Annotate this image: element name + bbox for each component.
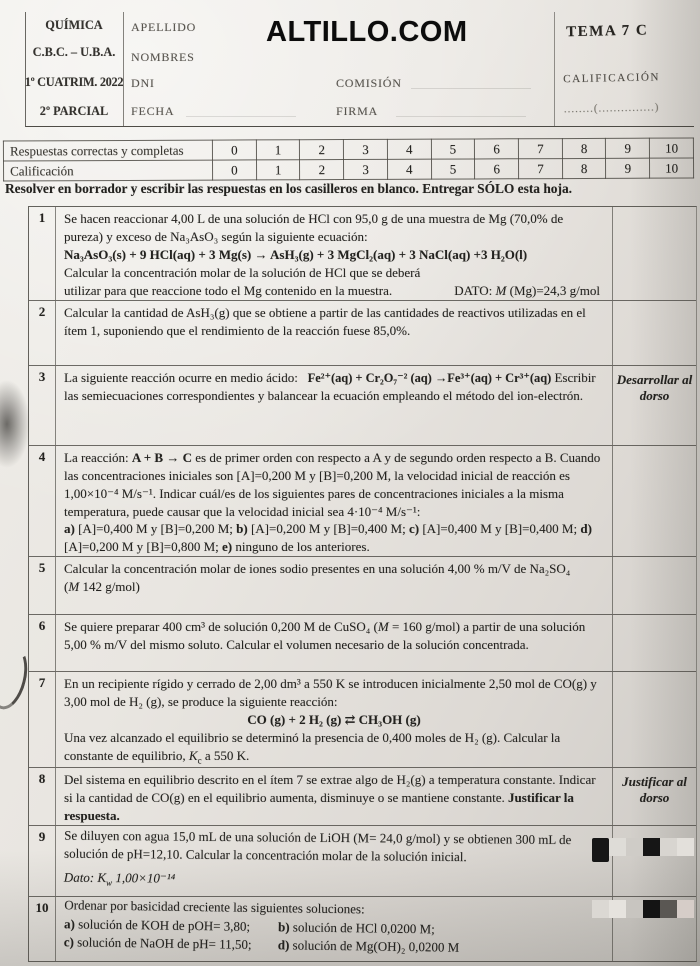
- margin-note: [612, 615, 696, 671]
- score-cell: 7: [518, 139, 562, 159]
- question-text: En un recipiente rígido y cerrado de 2,00 dm³ a 550 K se introducen inicialmente 2,50 mol de CO(g) y 3,00 mol de H₂ (g), se produce la siguiente reacción:: [64, 676, 597, 710]
- exam-header: [25, 12, 694, 127]
- mosaic-cell: [626, 838, 643, 856]
- score-cell: 6: [475, 139, 519, 159]
- mosaic-cell: [592, 900, 609, 918]
- margin-note: [612, 557, 696, 614]
- write-line: [411, 88, 531, 89]
- question-text: Se hacen reaccionar 4,00 L de una solución de HCl con 95,0 g de una muestra de Mg (70,0% de pureza) y exceso de Na₃AsO₃ según la siguiente ecuación:: [64, 211, 564, 244]
- altillo-watermark: ALTILLO.COM: [266, 16, 468, 48]
- calificacion-label: CALIFICACIÓN: [563, 71, 661, 86]
- emphasis-text: Justificar la respuesta.: [64, 790, 574, 823]
- mosaic-cell: [626, 900, 643, 918]
- question-body: [56, 301, 612, 365]
- question-text: Se diluyen con agua 15,0 mL de una solución de LiOH (M= 24,0 g/mol) y se obtienen 300 mL de solución de pH=12,10. Calcular la concentración molar de la solución inicial.: [63, 827, 572, 864]
- question-body: [56, 366, 612, 445]
- score-row-label: Calificación: [4, 160, 213, 181]
- mosaic-cell: [643, 838, 660, 856]
- question-text: Calcular la concentración molar de la solución de HCl que se deberá utilizar para que reaccione todo el Mg contenido en la muestra.: [64, 264, 421, 298]
- calificacion-write-line: ........(...............): [563, 101, 660, 116]
- score-cell: 9: [606, 158, 650, 178]
- question-body: [56, 557, 612, 614]
- molar-mass-note: (M 142 g/mol): [64, 579, 140, 595]
- question-body: [56, 446, 612, 557]
- question-body: [56, 823, 613, 898]
- score-cell: 2: [300, 140, 344, 160]
- field-label-fecha: FECHA: [131, 104, 175, 118]
- margin-note: [612, 301, 696, 365]
- field-label-comision: COMISIÓN: [336, 76, 402, 90]
- question-number: 2: [29, 301, 56, 365]
- question-text: La reacción:: [64, 449, 132, 465]
- score-cell: 10: [650, 158, 694, 178]
- question-row-8: [29, 767, 696, 825]
- course-term: 1º CUATRIM. 2022: [24, 75, 124, 89]
- question-text: Se quiere preparar 400 cm³ de solución 0,200 M de CuSO₄ (: [64, 619, 378, 635]
- score-cell: 1: [256, 140, 300, 160]
- score-cell: 6: [475, 159, 519, 179]
- question-text: Una vez alcanzado el equilibrio se determinó la presencia de 0,400 moles de H₂ (g). Calcular la constante de equilibrio,: [64, 730, 561, 764]
- option-a: a) solución de KOH de pOH= 3,80;: [63, 916, 251, 934]
- question-body: [56, 768, 612, 825]
- question-text: Calcular la concentración molar de iones sodio presentes en una solución 4,00 % m/V de Na₂SO₄: [64, 561, 571, 577]
- tema-box: [553, 11, 695, 128]
- tema-label: TEMA 7 C: [566, 22, 649, 41]
- question-number: 1: [29, 207, 56, 300]
- question-text: Ordenar por basicidad creciente las siguientes soluciones:: [64, 897, 365, 917]
- margin-note: [612, 207, 696, 300]
- question-number: 9: [29, 826, 56, 896]
- mosaic-row: [592, 900, 698, 918]
- score-row-calificacion: [4, 158, 694, 181]
- field-label-nombres: NOMBRES: [131, 50, 195, 64]
- options-grid: [64, 915, 604, 958]
- question-number: 10: [29, 897, 56, 961]
- score-cell: 5: [431, 139, 475, 159]
- score-cell: 3: [344, 159, 388, 179]
- course-subject: QUÍMICA: [45, 18, 103, 32]
- question-row-5: [29, 556, 696, 614]
- question-text: Calcular la cantidad de AsH₃(g) que se obtiene a partir de las cantidades de reactivos utilizadas en el ítem 1, suponiendo que el rendimiento de la reacción fuese 85,0%.: [64, 304, 586, 338]
- mosaic-cell: [660, 900, 677, 918]
- options-line: a) [A]=0,400 M y [B]=0,200 M; b) [A]=0,200 M y [B]=0,400 M; c) [A]=0,400 M y [B]=0,400 M; d) [A]=0,200 M y [B]=0,800 M; e) ninguno de los anteriores.: [64, 521, 592, 555]
- chemical-equation: CO (g) + 2 H₂ (g) ⇄ CH₃OH (g): [247, 712, 421, 728]
- score-cell: 7: [519, 159, 563, 179]
- mosaic-cell: [609, 838, 626, 856]
- score-cell: 2: [300, 160, 344, 180]
- margin-note: Desarrollar al dorso: [612, 366, 696, 445]
- option-b: b) solución de HCl 0,0200 M;: [277, 919, 435, 937]
- question-row-7: [29, 671, 696, 767]
- question-number: 6: [29, 615, 56, 671]
- course-exam: 2º PARCIAL: [39, 104, 109, 118]
- field-label-dni: DNI: [131, 76, 155, 90]
- mosaic-cell: [677, 900, 694, 918]
- score-cell: 4: [387, 139, 431, 159]
- write-line: [396, 116, 526, 117]
- reaction-formula: A + B → C: [131, 449, 192, 465]
- margin-note: [612, 672, 696, 767]
- score-cell: 5: [431, 159, 475, 179]
- score-cell: 0: [213, 160, 257, 180]
- question-text: es de primer orden con respecto a A y de segundo orden respecto a B. Cuando las concentraciones iniciales son [A]=0,200 M y [B]=0,200 M, la velocidad inicial de reacción es 1,00×10⁻⁴ M/s⁻¹. Indicar cuál/es de los siguientes pares de concentraciones iniciales a la misma temperatura, puede causar que la velocidad inicial sea 4·10⁻⁴ M/s⁻¹:: [64, 449, 601, 519]
- chemical-equation: Na₃AsO₃(s) + 9 HCl(aq) + 3 Mg(s) → AsH₃(g) + 3 MgCl₂(aq) + 3 NaCl(aq) +3 H₂O(l): [64, 246, 528, 262]
- score-cell: 8: [562, 138, 606, 158]
- course-institution: C.B.C. – U.B.A.: [32, 45, 116, 59]
- redaction-mosaic: [592, 838, 698, 918]
- question-number: 8: [29, 768, 56, 825]
- field-label-firma: FIRMA: [336, 104, 379, 118]
- dato-note: DATO: M (Mg)=24,3 g/mol: [454, 282, 600, 298]
- question-text: La siguiente reacción ocurre en medio ácido:: [64, 369, 298, 385]
- score-cell: 3: [344, 139, 388, 159]
- option-d: d) solución de Mg(OH)₂ 0,0200 M: [277, 936, 460, 955]
- question-body: [56, 893, 613, 965]
- score-row-label: Respuestas correctas y completas: [3, 140, 212, 161]
- score-cell: 9: [606, 138, 650, 158]
- scan-shadow-blob: [0, 380, 30, 468]
- question-body: [56, 207, 612, 300]
- question-text: Escribir las semiecuaciones correspondientes y balancear la ecuación empleando el método del ion-electrón.: [64, 369, 596, 403]
- margin-note: Justificar al dorso: [612, 768, 696, 825]
- question-text: a 550 K.: [201, 748, 250, 764]
- margin-note: [612, 446, 696, 557]
- question-number: 7: [29, 672, 56, 767]
- mosaic-row: [592, 838, 698, 862]
- score-cell: 4: [387, 159, 431, 179]
- score-cell: 1: [256, 160, 300, 180]
- question-row-6: [29, 614, 696, 671]
- score-table: [3, 137, 694, 181]
- mosaic-cell: [643, 900, 660, 918]
- mosaic-cell: [609, 900, 626, 918]
- mosaic-cell: [592, 838, 609, 862]
- field-label-apellido: APELLIDO: [131, 20, 197, 34]
- question-row-2: [29, 300, 696, 365]
- question-number: 5: [29, 557, 56, 614]
- mosaic-cell: [677, 838, 694, 856]
- score-cell: 0: [212, 140, 256, 160]
- question-row-1: [29, 207, 696, 300]
- question-number: 4: [29, 446, 56, 557]
- question-body: En un recipiente rígido y cerrado de 2,00 dm³ a 550 K se introducen inicialmente 2,50 mol de CO(g) y 3,00 mol de H₂ (g), se produce la siguiente reacción: CO (g) + 2 H₂ (g) ⇄ CH₃OH (g) Una vez alcanzado el equilibrio se determinó la presencia de 0,400 moles de H₂ (g). Calcular la constante de equilibrio, $K_c$ a 550 K.: [56, 672, 612, 767]
- question-number: 3: [29, 366, 56, 445]
- question-row-3: [29, 365, 696, 445]
- score-cell: 10: [650, 138, 694, 158]
- instruction-line: Resolver en borrador y escribir las respuestas en los casilleros en blanco. Entregar SÓLO esta hoja.: [5, 181, 572, 196]
- question-text: Del sistema en equilibrio descrito en el ítem 7 se extrae algo de H₂(g) a temperatura constante. Indicar si la cantidad de CO(g) en el equilibrio aumenta, disminuye o se mantiene constante.: [64, 772, 596, 805]
- question-text: = 160 g/mol) a partir de una solución 5,00 % m/V del mismo soluto. Calcular el volumen necesario de la solución concentrada.: [64, 619, 586, 653]
- write-line: [186, 116, 296, 117]
- question-row-4: [29, 445, 696, 557]
- chemical-equation: Fe²⁺(aq) + Cr₂O₇⁻² (aq) →Fe³⁺(aq) + Cr³⁺(aq): [307, 370, 552, 385]
- question-body: Se quiere preparar 400 cm³ de solución 0,200 M de CuSO₄ (M = 160 g/mol) a partir de una solución 5,00 % m/V del mismo soluto. Calcular el volumen necesario de la solución concentrada.: [64, 619, 586, 653]
- mosaic-cell: [660, 838, 677, 856]
- option-c: c) solución de NaOH de pH= 11,50;: [63, 933, 252, 952]
- score-cell: 8: [562, 158, 606, 178]
- dato-note: Dato: $K_w$ 1,00×10⁻¹⁴: [63, 869, 176, 888]
